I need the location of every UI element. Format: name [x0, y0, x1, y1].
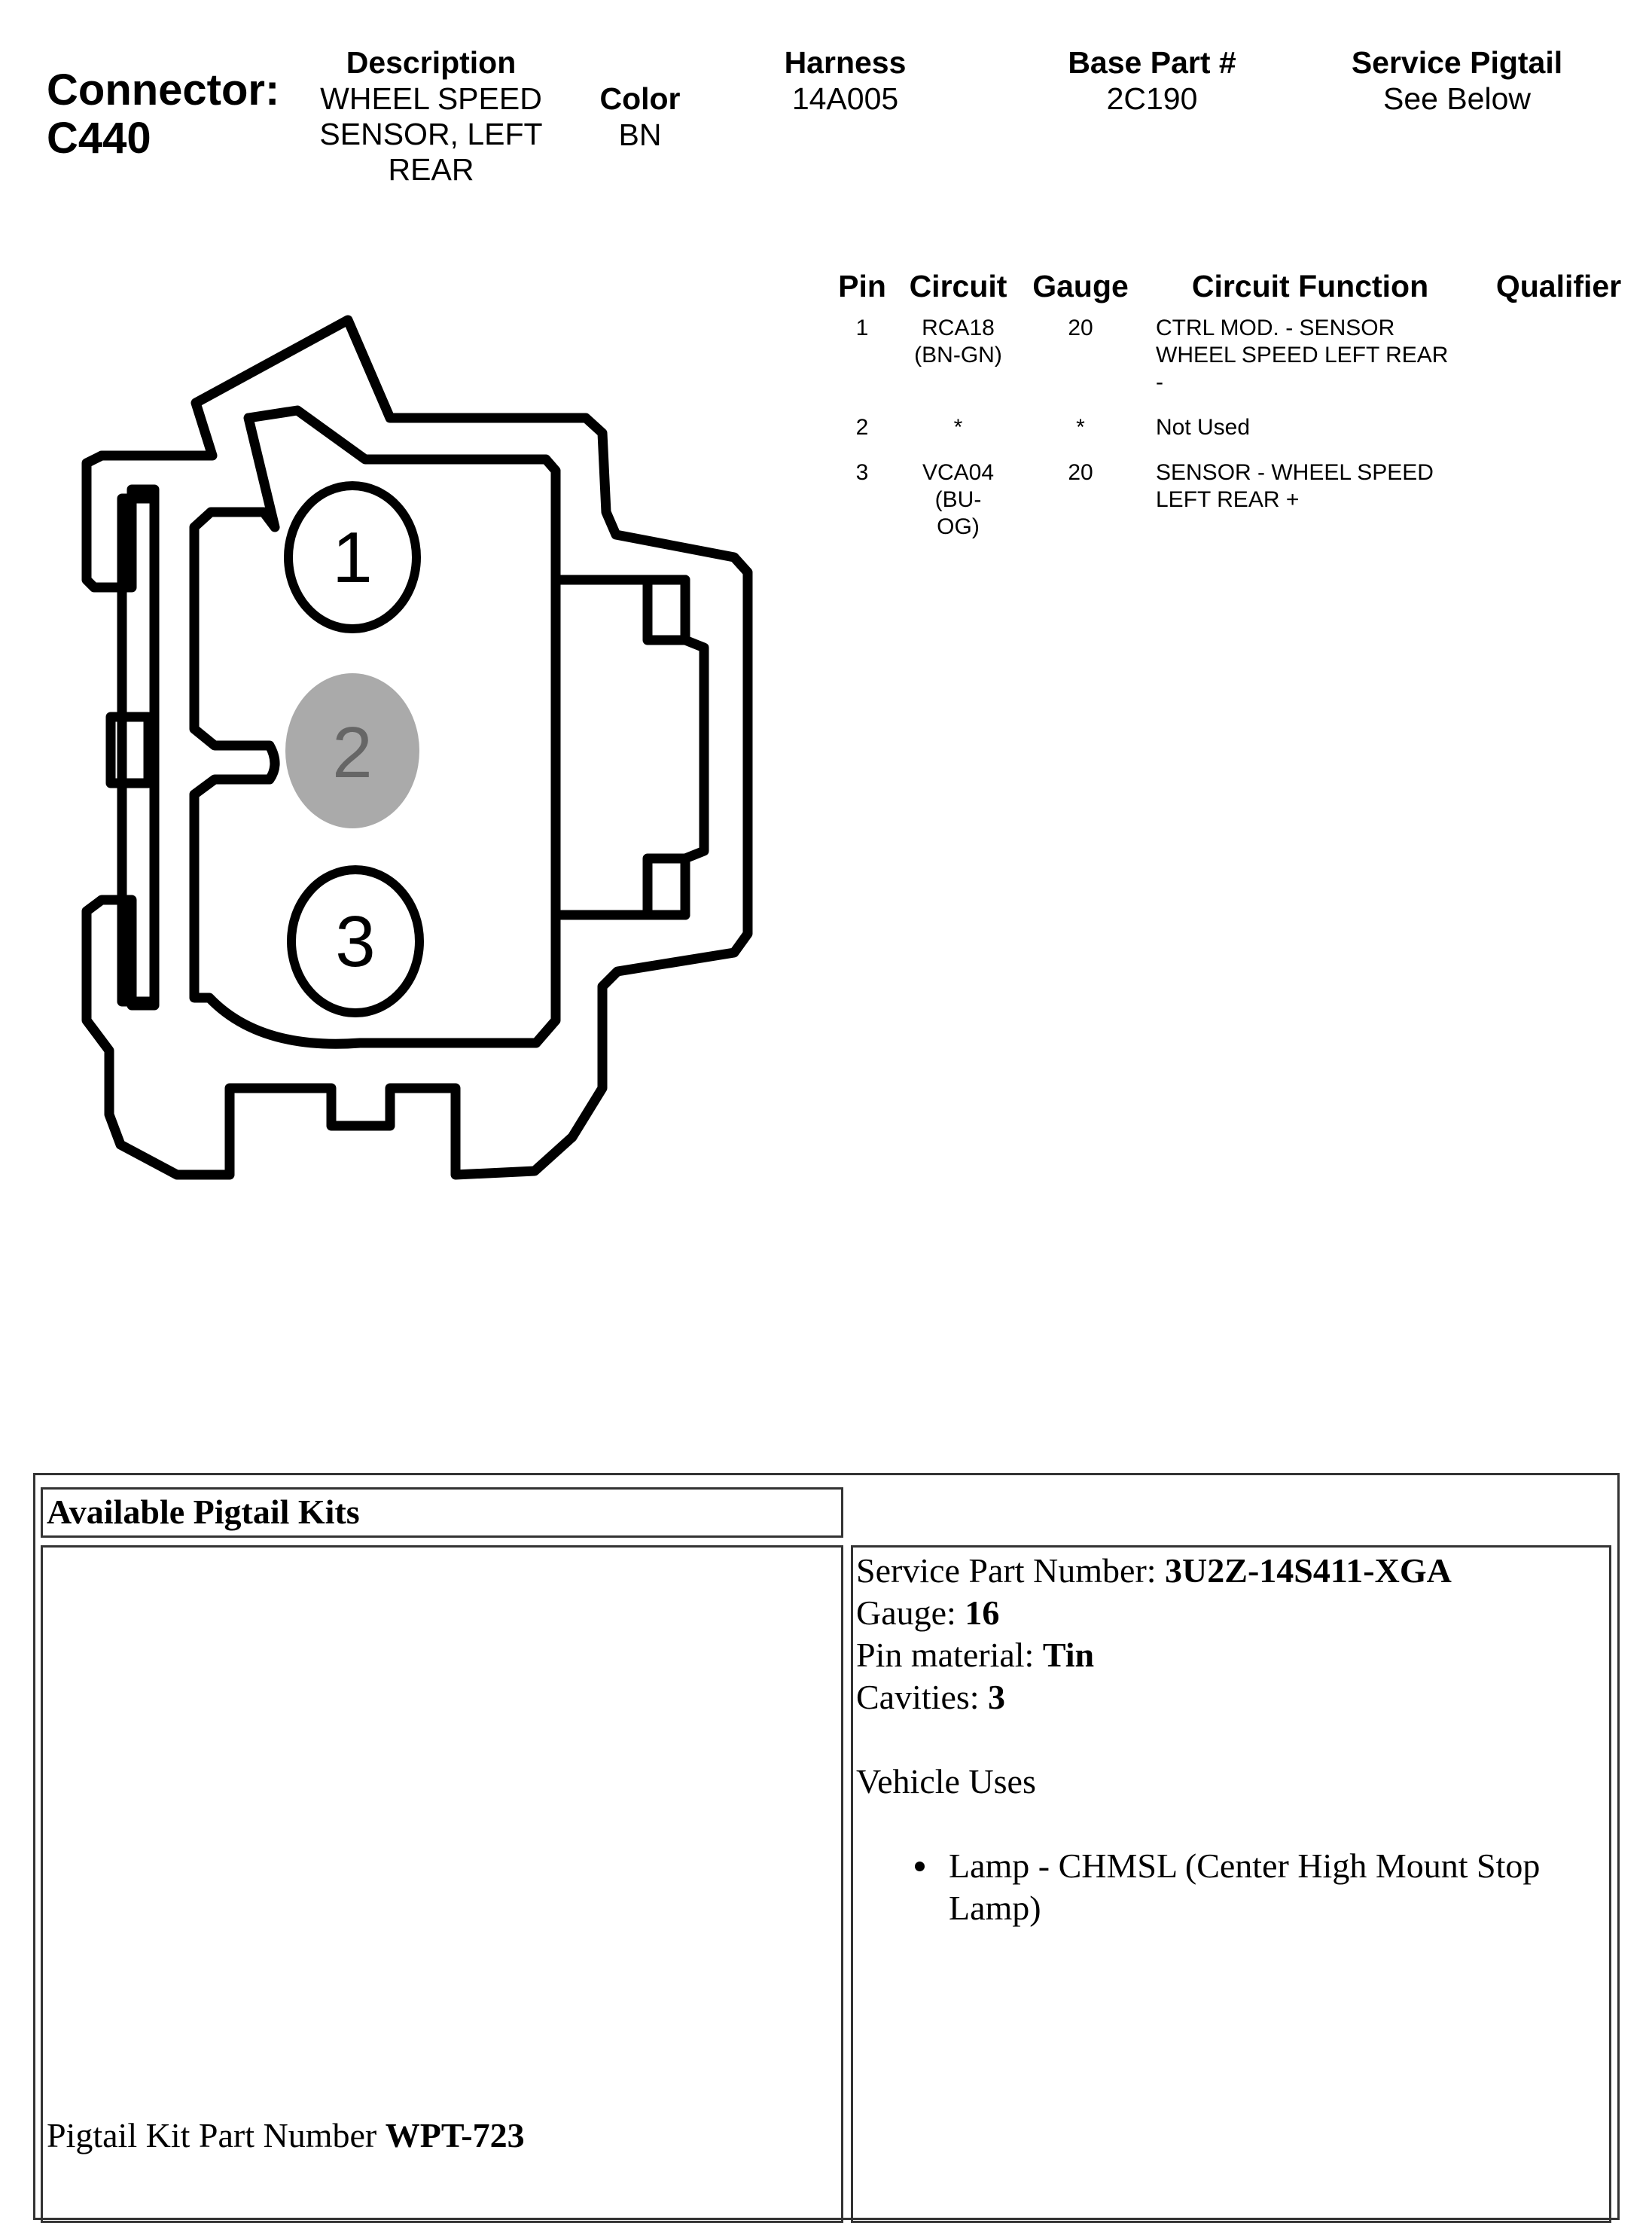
function-line: WHEEL SPEED LEFT REAR [1156, 343, 1449, 367]
pin-table [828, 265, 1638, 559]
vehicle-uses-list [856, 1845, 1602, 1929]
circuit-line: (BN-GN) [914, 343, 1002, 367]
keying-notch-top [648, 580, 685, 640]
cavities-row [856, 1676, 1602, 1718]
circuit-line: RCA18 [922, 316, 995, 340]
circuit-cell [896, 459, 1020, 559]
base-part-value: 2C190 [1106, 81, 1198, 116]
header-circuit: Circuit [909, 269, 1007, 303]
cavities-value: 3 [988, 1678, 1006, 1716]
base-part-column [1039, 44, 1265, 117]
kit-part-value: WPT-723 [385, 2116, 525, 2154]
function-line: - [1156, 370, 1163, 395]
description-line: WHEEL SPEED [320, 81, 542, 116]
gauge-cell: * [1076, 415, 1085, 440]
pin-label: 2 [332, 712, 373, 793]
gauge-value: 16 [965, 1593, 1000, 1632]
function-line: LEFT REAR + [1156, 487, 1300, 512]
gauge-label: Gauge: [856, 1593, 965, 1632]
header-qualifier: Qualifier [1495, 269, 1622, 303]
function-cell [1141, 459, 1480, 559]
table-row [828, 459, 1638, 559]
description-column [301, 44, 561, 188]
pin-material-value: Tin [1042, 1636, 1095, 1674]
pigtail-kits-title: Available Pigtail Kits [47, 1493, 360, 1531]
description-line: SENSOR, LEFT [319, 117, 543, 151]
header-pin: Pin [838, 269, 886, 303]
harness-column [753, 44, 937, 117]
circuit-line: VCA04 (BU- [922, 460, 995, 512]
vehicle-uses-title: Vehicle Uses [856, 1762, 1036, 1801]
connector-id: C440 [47, 114, 151, 163]
header-circuit-function: Circuit Function [1191, 269, 1429, 303]
connector-title [47, 66, 279, 163]
pin-material-label: Pin material: [856, 1636, 1043, 1674]
list-item [949, 1845, 1602, 1929]
gauge-row [856, 1592, 1602, 1634]
header-gauge: Gauge [1032, 269, 1129, 303]
service-part-label: Service Part Number: [856, 1551, 1166, 1590]
pin-material-row [856, 1634, 1602, 1676]
function-cell [1141, 414, 1480, 459]
service-pigtail-column [1310, 44, 1604, 117]
pin-cavity [288, 486, 416, 629]
latch-tab [111, 717, 148, 783]
description-line: REAR [388, 152, 474, 187]
pin-cavity [285, 673, 419, 828]
service-part-value: 3U2Z-14S411-XGA [1165, 1551, 1452, 1590]
keying-notch-bottom [648, 858, 685, 915]
pin-number: 2 [855, 415, 869, 440]
pin-cavity [291, 870, 419, 1013]
kit-part-label: Pigtail Kit Part Number [47, 2116, 386, 2154]
function-line: SENSOR - WHEEL SPEED [1156, 460, 1434, 485]
qualifier-cell [1480, 459, 1638, 559]
connector-face-diagram [75, 297, 768, 1186]
qualifier-cell [1480, 315, 1638, 414]
pin-label: 1 [332, 517, 373, 598]
base-part-label: Base Part # [1068, 45, 1236, 80]
function-cell [1141, 315, 1480, 414]
connector-label: Connector: [47, 66, 280, 114]
pin-label: 3 [335, 901, 376, 982]
color-column [580, 80, 700, 153]
color-value: BN [618, 117, 662, 152]
harness-value: 14A005 [791, 81, 899, 116]
bullet-icon [915, 1862, 925, 1871]
service-pigtail-label: Service Pigtail [1351, 45, 1563, 80]
function-line: CTRL MOD. - SENSOR [1156, 316, 1395, 340]
harness-label: Harness [784, 45, 907, 80]
qualifier-cell [1480, 414, 1638, 459]
pigtail-kit-details [856, 1550, 1602, 1929]
function-line: Not Used [1156, 415, 1251, 440]
table-row [828, 315, 1638, 414]
pin-number: 3 [855, 460, 869, 485]
service-part-row [856, 1550, 1602, 1592]
pin-table-header [828, 265, 1638, 315]
service-pigtail-value: See Below [1382, 81, 1531, 116]
color-label: Color [599, 81, 681, 116]
pigtail-kit-part-number [47, 2115, 525, 2157]
circuit-cell [896, 315, 1020, 414]
description-label: Description [346, 45, 517, 80]
gauge-cell: 20 [1068, 316, 1093, 340]
vehicle-use-text: Lamp - CHMSL (Center High Mount Stop Lamp) [949, 1846, 1541, 1927]
cavities-label: Cavities: [856, 1678, 989, 1716]
table-row [828, 414, 1638, 459]
pin-number: 1 [855, 316, 869, 340]
gauge-cell: 20 [1068, 460, 1093, 485]
circuit-cell [896, 414, 1020, 459]
circuit-line: OG) [937, 514, 980, 539]
circuit-line: * [953, 415, 963, 440]
